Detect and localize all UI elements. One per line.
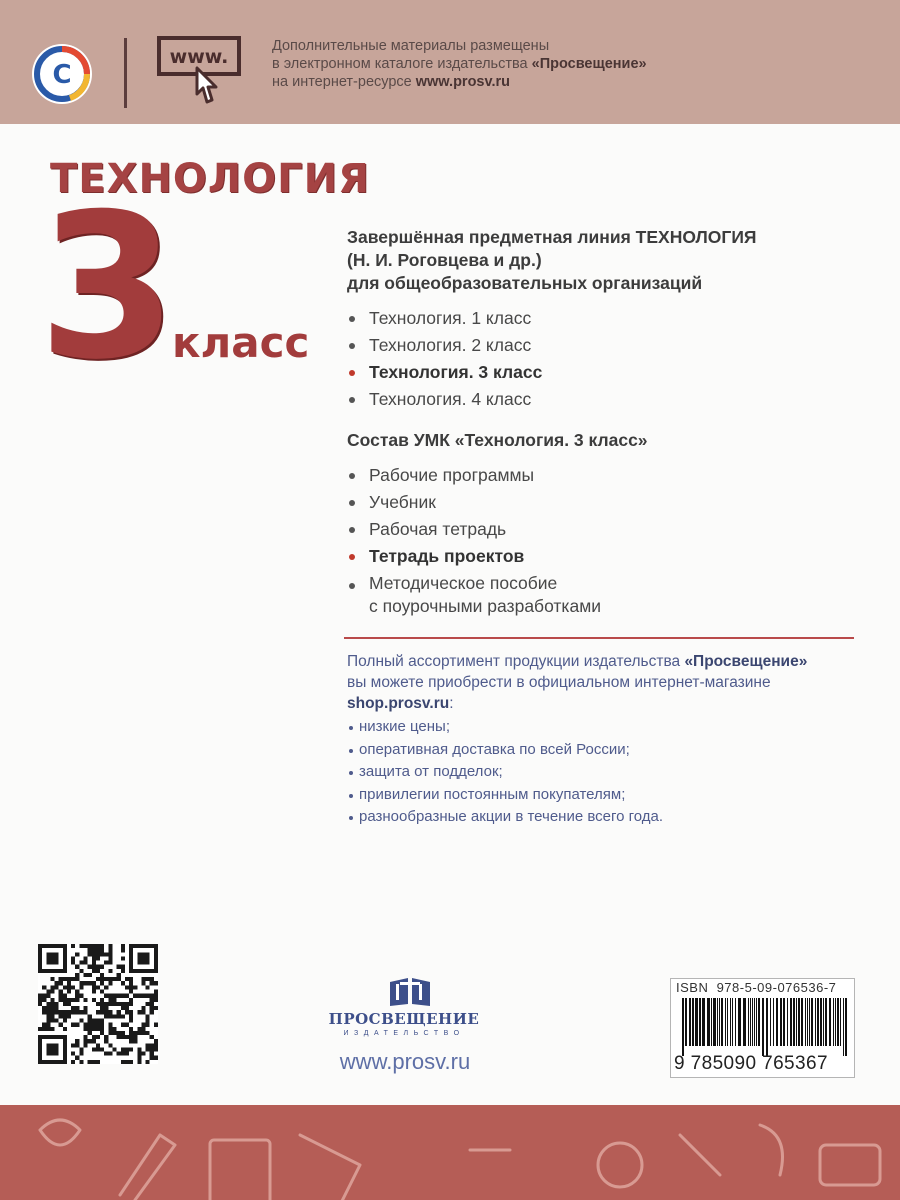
bullet-icon (349, 554, 355, 560)
book-label: Технология. 4 класс (369, 389, 532, 409)
umk-label: Рабочие программы (369, 465, 535, 485)
bullet-icon (349, 500, 355, 506)
series-title-line-1: Завершённая предметная линия ТЕХНОЛОГИЯ (347, 227, 757, 247)
shop-benefits-list (347, 716, 663, 829)
note-line-3-text: на интернет-ресурсе (272, 74, 412, 90)
list-item-current (347, 359, 542, 386)
note-line-2 (272, 55, 692, 73)
series-title-line-3: для общеобразовательных организаций (347, 273, 703, 293)
note-url: www.prosv.ru (415, 74, 511, 90)
shop-line-1 (347, 651, 877, 672)
series-books-list (347, 305, 542, 413)
list-item (347, 462, 601, 489)
bullet-icon (349, 397, 355, 403)
shop-line-2: вы можете приобрести в официальном интернет-магазине (347, 674, 771, 691)
series-title (347, 226, 867, 295)
list-item: низкие цены; (347, 716, 663, 739)
bullet-icon (349, 583, 355, 589)
isbn-number: 978-5-09-076536-7 (716, 980, 837, 995)
book-label: Технология. 1 класс (369, 308, 532, 328)
bullet-icon (349, 527, 355, 533)
umk-label: Рабочая тетрадь (369, 519, 507, 539)
header-separator (124, 38, 127, 108)
svg-text:C: C (52, 60, 72, 90)
bottom-decor-band (0, 1105, 900, 1200)
publisher-subtitle: ИЗДАТЕЛЬСТВО (343, 1030, 465, 1037)
umk-title: Состав УМК «Технология. 3 класс» (347, 430, 648, 450)
additional-materials-note (272, 37, 692, 91)
divider (344, 637, 854, 639)
grade-number: 3 (38, 171, 174, 404)
publisher-url-link[interactable]: www.prosv.ru (339, 1049, 471, 1074)
list-item (347, 305, 542, 332)
publisher-book-logo-icon (388, 974, 432, 1008)
series-title-line-2: (Н. И. Роговцева и др.) (347, 250, 542, 270)
barcode-number: 9 785090 765367 (674, 1053, 828, 1074)
umk-label-line-1: Методическое пособие (369, 573, 558, 593)
prosv-circle-logo-icon (30, 42, 94, 106)
bullet-icon (349, 370, 355, 376)
bullet-icon (349, 343, 355, 349)
shop-url-link[interactable]: shop.prosv.ru (347, 695, 450, 712)
book-label: Технология. 3 класс (369, 362, 543, 382)
bullet-icon (349, 473, 355, 479)
list-item: разнообразные акции в течение всего года. (347, 806, 663, 829)
www-icon-text: www. (169, 46, 229, 68)
umk-list (347, 462, 601, 618)
www-cursor-icon (157, 36, 243, 106)
list-item (347, 386, 542, 413)
note-line-3 (272, 73, 692, 91)
shop-brand: «Просвещение» (684, 653, 808, 670)
list-item (347, 332, 542, 359)
publisher-name: ПРОСВЕЩЕНИЕ (328, 1010, 480, 1028)
grade-word: класс (172, 318, 310, 367)
craft-doodles-icon (0, 1105, 900, 1200)
subject-title: ТЕХНОЛОГИЯ (50, 156, 370, 202)
umk-label: Тетрадь проектов (369, 546, 525, 566)
qr-code-icon[interactable] (38, 944, 158, 1064)
barcode-icon (680, 998, 848, 1056)
umk-label: Учебник (369, 492, 436, 512)
isbn-text (676, 980, 836, 995)
list-item: оперативная доставка по всей России; (347, 739, 663, 762)
note-line-2-text: в электронном каталоге издательства (272, 56, 528, 72)
book-label: Технология. 2 класс (369, 335, 532, 355)
list-item (347, 516, 601, 543)
list-item: защита от подделок; (347, 761, 663, 784)
list-item (347, 572, 601, 618)
list-item: привилегии постоянным покупателям; (347, 784, 663, 807)
note-brand: «Просвещение» (531, 56, 647, 72)
list-item (347, 489, 601, 516)
list-item-current (347, 543, 601, 570)
umk-label-line-2: с поурочными разработками (369, 596, 602, 616)
shop-url-suffix: : (449, 695, 454, 712)
isbn-label: ISBN (676, 980, 709, 995)
note-line-1: Дополнительные материалы размещены (272, 38, 550, 54)
bullet-icon (349, 316, 355, 322)
shop-line-3 (347, 693, 877, 714)
shop-note (347, 651, 877, 714)
shop-line-1-text: Полный ассортимент продукции издательства (347, 653, 681, 670)
